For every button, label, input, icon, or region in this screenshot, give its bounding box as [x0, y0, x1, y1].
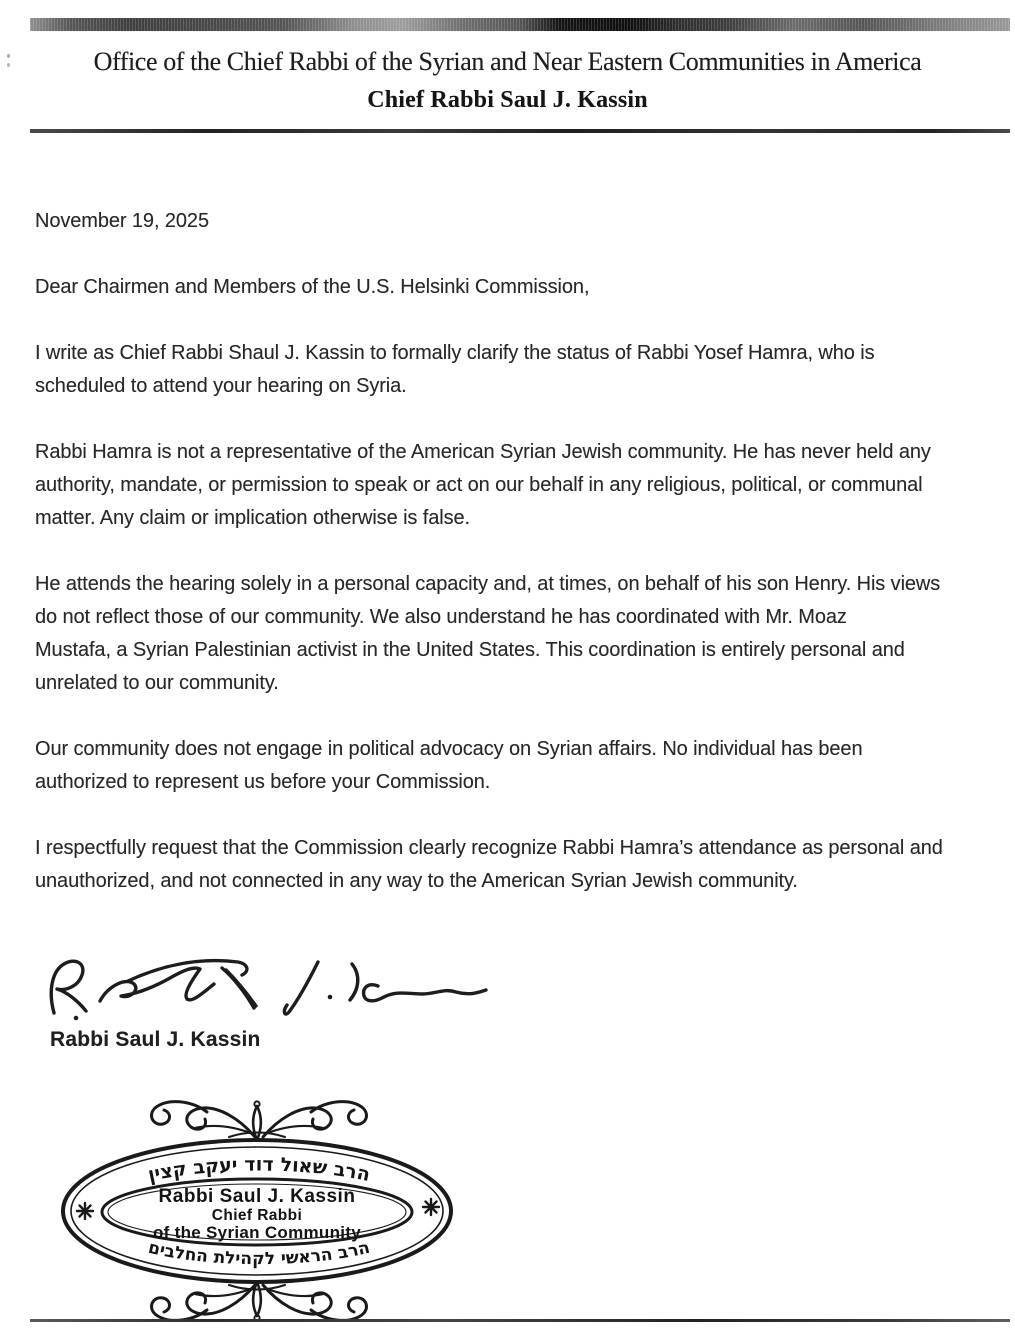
letterhead-rule	[30, 129, 1010, 133]
asterisk-left-icon	[77, 1203, 93, 1219]
letter-paragraph: He attends the hearing solely in a personal capacity and, at times, on behalf of his son Henry. His views do not reflect those of our community. We also understand he has coordinated with Mr. Moaz Mustafa, a Syrian Palestinian activist in the United States. This coordination is entirely personal and unrelated to our community.	[35, 573, 941, 694]
letter-paragraph: Our community does not engage in political advocacy on Syrian affairs. No individual has been authorized to represent us before your Commission.	[35, 738, 863, 793]
seal-name-line: Rabbi Saul J. Kassin	[158, 1186, 356, 1207]
seal-title-line: Chief Rabbi	[211, 1207, 303, 1224]
signature-printed-name: Rabbi Saul J. Kassin	[50, 1028, 261, 1051]
seal-hebrew-bottom: הרב הראשי לקהילת החלבים	[146, 1237, 372, 1270]
letterhead-name-line: Chief Rabbi Saul J. Kassin	[367, 87, 648, 113]
letter-date: November 19, 2025	[35, 210, 209, 232]
scan-edge-bar	[30, 18, 1010, 31]
handwritten-signature	[42, 944, 487, 1036]
asterisk-right-icon	[423, 1199, 439, 1215]
letter-paragraph: I write as Chief Rabbi Shaul J. Kassin to formally clarify the status of Rabbi Yosef Hamra, who is scheduled to attend your hearing on Syria.	[35, 342, 875, 397]
seal-hebrew-top: הרב שאול דוד יעקב קצין	[145, 1153, 373, 1187]
letterhead-org-line: Office of the Chief Rabbi of the Syrian and Near Eastern Communities in America	[93, 47, 922, 76]
rabbinic-seal	[57, 1090, 461, 1320]
seal-flourish-top	[151, 1101, 366, 1140]
page-bottom-rule	[30, 1319, 1010, 1322]
letter-salutation: Dear Chairmen and Members of the U.S. Helsinki Commission,	[35, 276, 590, 298]
signature-strokes	[51, 961, 486, 1021]
letter-body	[35, 205, 1010, 931]
letter-paragraph: Rabbi Hamra is not a representative of the American Syrian Jewish community. He has never held any authority, mandate, or permission to speak or act on our behalf in any religious, political, or communal matter. Any claim or implication otherwise is false.	[35, 441, 931, 529]
seal-community-line: of the Syrian Community	[152, 1223, 362, 1242]
letter-paragraph: I respectfully request that the Commission clearly recognize Rabbi Hamra’s attendance as personal and unauthorized, and not connected in any way to the American Syrian Jewish community.	[35, 837, 943, 892]
seal-flourish-bottom	[151, 1282, 366, 1321]
